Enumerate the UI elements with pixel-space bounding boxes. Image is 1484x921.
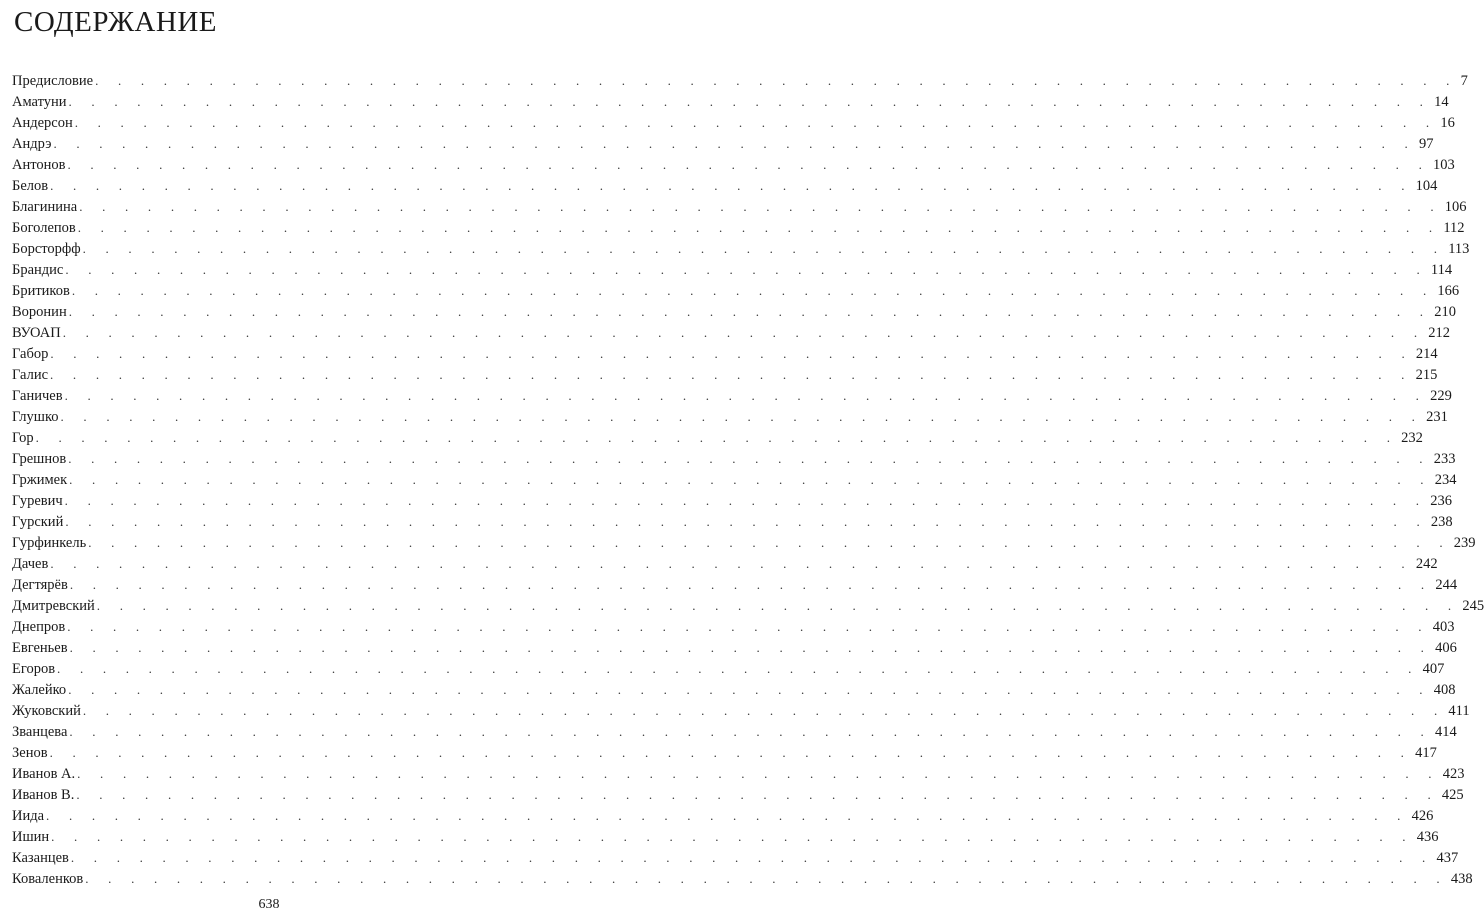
dot-leader: . . . . . . . . . . . . . . . . . . . . . . . . . . . . . . . . . . . . . . . . . . . . . . . . . . . . . . . . . . . . [46, 808, 1409, 823]
dot-leader: . . . . . . . . . . . . . . . . . . . . . . . . . . . . . . . . . . . . . . . . . . . . . . . . . . . . . . . . . . . . [60, 409, 1424, 424]
dot-leader: . . . . . . . . . . . . . . . . . . . . . . . . . . . . . . . . . . . . . . . . . . . . . . . . . . . . . . . . . . . . [50, 556, 1413, 571]
dot-leader: . . . . . . . . . . . . . . . . . . . . . . . . . . . . . . . . . . . . . . . . . . . . . . . . . . . . . . . . . . . . [62, 325, 1426, 340]
dot-leader: . . . . . . . . . . . . . . . . . . . . . . . . . . . . . . . . . . . . . . . . . . . . . . . . . . . . . . . . . . . . [65, 514, 1428, 529]
toc-entry [12, 658, 1445, 679]
toc-entry-page: 232 [1401, 430, 1423, 446]
toc-entry [12, 406, 1448, 427]
toc-entry [12, 343, 1438, 364]
toc-entry-name: Жуковский [12, 703, 81, 719]
dot-leader: . . . . . . . . . . . . . . . . . . . . . . . . . . . . . . . . . . . . . . . . . . . . . . . . . . . . . . . . . . . . [67, 619, 1430, 634]
dot-leader: . . . . . . . . . . . . . . . . . . . . . . . . . . . . . . . . . . . . . . . . . . . . . . . . . . . . . . . . . . . . [88, 535, 1451, 550]
toc-entry-page: 403 [1432, 619, 1455, 635]
dot-leader: . . . . . . . . . . . . . . . . . . . . . . . . . . . . . . . . . . . . . . . . . . . . . . . . . . . . . . . . . . . . [76, 787, 1439, 802]
toc-entry-name: Дачев [12, 556, 49, 572]
toc-entry-name: Гуревич [12, 493, 63, 509]
toc-entry [12, 427, 1423, 448]
dot-leader: . . . . . . . . . . . . . . . . . . . . . . . . . . . . . . . . . . . . . . . . . . . . . . . . . . . . . . . . . . . . [64, 493, 1428, 508]
toc-entry-page: 426 [1411, 808, 1434, 824]
dot-leader: . . . . . . . . . . . . . . . . . . . . . . . . . . . . . . . . . . . . . . . . . . . . . . . . . . . . . . . . . . . . [74, 115, 1438, 130]
toc-entry-page: 436 [1416, 829, 1439, 845]
toc-entry [12, 721, 1457, 742]
toc-entry [12, 868, 1473, 889]
dot-leader: . . . . . . . . . . . . . . . . . . . . . . . . . . . . . . . . . . . . . . . . . . . . . . . . . . . . . . . . . . . . [82, 703, 1446, 718]
toc-entry-name: Гурфинкель [12, 535, 87, 551]
toc-entry-page: 233 [1433, 451, 1456, 467]
toc-entry-page: 437 [1436, 850, 1459, 866]
toc-entry [12, 175, 1438, 196]
toc-entry-page: 229 [1430, 388, 1452, 404]
dot-leader: . . . . . . . . . . . . . . . . . . . . . . . . . . . . . . . . . . . . . . . . . . . . . . . . . . . . . . . . . . . . [67, 157, 1431, 172]
toc-entry-page: 406 [1435, 640, 1457, 656]
toc-entry-name: Иванов А. [12, 766, 76, 782]
toc-entry [12, 238, 1470, 259]
dot-leader: . . . . . . . . . . . . . . . . . . . . . . . . . . . . . . . . . . . . . . . . . . . . . . . . . . . . . . . . . . . . [68, 304, 1432, 319]
toc-entry [12, 385, 1452, 406]
toc-entry-name: Бритиков [12, 283, 70, 299]
toc-entry-name: Ишин [12, 829, 50, 845]
toc-entry [12, 763, 1465, 784]
toc-entry-name: Коваленков [12, 871, 84, 887]
toc-entry [12, 154, 1455, 175]
dot-leader: . . . . . . . . . . . . . . . . . . . . . . . . . . . . . . . . . . . . . . . . . . . . . . . . . . . . . . . . . . . . [71, 283, 1435, 298]
dot-leader: . . . . . . . . . . . . . . . . . . . . . . . . . . . . . . . . . . . . . . . . . . . . . . . . . . . . . . . . . . . . [69, 640, 1433, 655]
page-title: СОДЕРЖАНИЕ [14, 6, 217, 38]
toc-entry [12, 133, 1434, 154]
toc-entry [12, 217, 1465, 238]
toc-entry-page: 425 [1441, 787, 1464, 803]
toc-entry-name: Габор [12, 346, 49, 362]
toc-entry-name: Иида [12, 808, 45, 824]
toc-entry [12, 70, 1468, 91]
dot-leader: . . . . . . . . . . . . . . . . . . . . . . . . . . . . . . . . . . . . . . . . . . . . . . . . . . . . . . . . . . . . [77, 220, 1441, 235]
toc-entry-name: ВУОАП [12, 325, 61, 341]
dot-leader: . . . . . . . . . . . . . . . . . . . . . . . . . . . . . . . . . . . . . . . . . . . . . . . . . . . . . . . . . . . . [57, 661, 1420, 676]
toc-entry-page: 245 [1462, 598, 1484, 614]
toc-entry-name: Белов [12, 178, 49, 194]
toc-entry-page: 236 [1430, 493, 1452, 509]
toc-entry-name: Грешнов [12, 451, 67, 467]
toc-entry [12, 301, 1457, 322]
toc-entry [12, 553, 1438, 574]
toc-entry-page: 234 [1434, 472, 1457, 488]
toc-entry [12, 490, 1452, 511]
toc-entry [12, 574, 1458, 595]
toc-entry-name: Аматуни [12, 94, 67, 110]
toc-entry-page: 166 [1437, 283, 1460, 299]
toc-entry [12, 448, 1456, 469]
toc-entry-name: Андрэ [12, 136, 52, 152]
dot-leader: . . . . . . . . . . . . . . . . . . . . . . . . . . . . . . . . . . . . . . . . . . . . . . . . . . . . . . . . . . . . [77, 766, 1440, 781]
page-number: 638 [258, 897, 280, 912]
toc-entry-name: Антонов [12, 157, 66, 173]
dot-leader: . . . . . . . . . . . . . . . . . . . . . . . . . . . . . . . . . . . . . . . . . . . . . . . . . . . . . . . . . . . . [95, 73, 1458, 88]
toc-entry-name: Казанцев [12, 850, 69, 866]
dot-leader: . . . . . . . . . . . . . . . . . . . . . . . . . . . . . . . . . . . . . . . . . . . . . . . . . . . . . . . . . . . . [79, 199, 1442, 214]
toc-entry-page: 103 [1433, 157, 1455, 173]
toc-entry [12, 364, 1438, 385]
toc-entry-name: Дмитревский [12, 598, 95, 614]
toc-entry [12, 679, 1456, 700]
dot-leader: . . . . . . . . . . . . . . . . . . . . . . . . . . . . . . . . . . . . . . . . . . . . . . . . . . . . . . . . . . . . [68, 94, 1432, 109]
toc-entry-name: Зенов [12, 745, 48, 761]
toc-entry-page: 97 [1419, 136, 1434, 152]
toc-entry-name: Евгеньев [12, 640, 68, 656]
dot-leader: . . . . . . . . . . . . . . . . . . . . . . . . . . . . . . . . . . . . . . . . . . . . . . . . . . . . . . . . . . . . [64, 388, 1428, 403]
toc-entry [12, 805, 1434, 826]
toc-entry-name: Иванов В. [12, 787, 75, 803]
toc-entry-name: Галис [12, 367, 49, 383]
dot-leader: . . . . . . . . . . . . . . . . . . . . . . . . . . . . . . . . . . . . . . . . . . . . . . . . . . . . . . . . . . . . [49, 745, 1413, 760]
dot-leader: . . . . . . . . . . . . . . . . . . . . . . . . . . . . . . . . . . . . . . . . . . . . . . . . . . . . . . . . . . . . [35, 430, 1399, 445]
dot-leader: . . . . . . . . . . . . . . . . . . . . . . . . . . . . . . . . . . . . . . . . . . . . . . . . . . . . . . . . . . . . [50, 346, 1413, 361]
toc-entry-name: Предисловие [12, 73, 94, 89]
dot-leader: . . . . . . . . . . . . . . . . . . . . . . . . . . . . . . . . . . . . . . . . . . . . . . . . . . . . . . . . . . . . [65, 262, 1428, 277]
table-of-contents [12, 70, 1484, 889]
dot-leader: . . . . . . . . . . . . . . . . . . . . . . . . . . . . . . . . . . . . . . . . . . . . . . . . . . . . . . . . . . . . [50, 367, 1413, 382]
toc-entry [12, 826, 1439, 847]
toc-entry-page: 7 [1460, 73, 1468, 89]
dot-leader: . . . . . . . . . . . . . . . . . . . . . . . . . . . . . . . . . . . . . . . . . . . . . . . . . . . . . . . . . . . . [51, 829, 1414, 844]
dot-leader: . . . . . . . . . . . . . . . . . . . . . . . . . . . . . . . . . . . . . . . . . . . . . . . . . . . . . . . . . . . . [69, 724, 1432, 739]
toc-entry-name: Гурский [12, 514, 64, 530]
toc-entry-page: 113 [1448, 241, 1470, 257]
toc-entry-name: Брандис [12, 262, 64, 278]
toc-entry [12, 91, 1449, 112]
dot-leader: . . . . . . . . . . . . . . . . . . . . . . . . . . . . . . . . . . . . . . . . . . . . . . . . . . . . . . . . . . . . [70, 850, 1434, 865]
toc-entry-page: 411 [1448, 703, 1470, 719]
toc-entry [12, 700, 1470, 721]
toc-entry [12, 196, 1467, 217]
toc-entry-page: 114 [1430, 262, 1453, 278]
toc-entry-page: 238 [1430, 514, 1453, 530]
toc-entry-page: 438 [1450, 871, 1473, 887]
toc-entry-page: 212 [1428, 325, 1451, 341]
toc-entry [12, 742, 1437, 763]
toc-entry [12, 784, 1464, 805]
toc-entry-page: 423 [1442, 766, 1465, 782]
toc-entry-name: Боголепов [12, 220, 76, 236]
dot-leader: . . . . . . . . . . . . . . . . . . . . . . . . . . . . . . . . . . . . . . . . . . . . . . . . . . . . . . . . . . . . [53, 136, 1417, 151]
toc-entry-page: 214 [1415, 346, 1438, 362]
toc-entry [12, 280, 1460, 301]
toc-entry-name: Званцева [12, 724, 68, 740]
toc-entry [12, 847, 1459, 868]
toc-entry-page: 112 [1443, 220, 1465, 236]
toc-entry-name: Борсторфф [12, 241, 81, 257]
dot-leader: . . . . . . . . . . . . . . . . . . . . . . . . . . . . . . . . . . . . . . . . . . . . . . . . . . . . . . . . . . . . [96, 598, 1460, 613]
toc-entry-page: 414 [1434, 724, 1457, 740]
toc-entry-page: 215 [1415, 367, 1438, 383]
toc-entry-page: 239 [1453, 535, 1476, 551]
dot-leader: . . . . . . . . . . . . . . . . . . . . . . . . . . . . . . . . . . . . . . . . . . . . . . . . . . . . . . . . . . . . [69, 472, 1432, 487]
toc-entry [12, 322, 1451, 343]
toc-entry [12, 259, 1453, 280]
toc-entry [12, 112, 1455, 133]
toc-entry-page: 408 [1433, 682, 1456, 698]
toc-entry-page: 106 [1444, 199, 1467, 215]
dot-leader: . . . . . . . . . . . . . . . . . . . . . . . . . . . . . . . . . . . . . . . . . . . . . . . . . . . . . . . . . . . . [50, 178, 1413, 193]
toc-entry-name: Жалейко [12, 682, 67, 698]
dot-leader: . . . . . . . . . . . . . . . . . . . . . . . . . . . . . . . . . . . . . . . . . . . . . . . . . . . . . . . . . . . . [82, 241, 1446, 256]
toc-entry-name: Андерсон [12, 115, 73, 131]
toc-entry-page: 210 [1434, 304, 1457, 320]
toc-entry-page: 244 [1435, 577, 1458, 593]
toc-entry-name: Благинина [12, 199, 78, 215]
toc-entry-page: 417 [1415, 745, 1437, 761]
toc-entry [12, 469, 1457, 490]
toc-entry-page: 14 [1434, 94, 1449, 110]
toc-entry-name: Днепров [12, 619, 66, 635]
toc-entry-page: 242 [1415, 556, 1438, 572]
toc-entry-name: Егоров [12, 661, 56, 677]
toc-entry-page: 407 [1422, 661, 1445, 677]
toc-entry-page: 104 [1415, 178, 1438, 194]
dot-leader: . . . . . . . . . . . . . . . . . . . . . . . . . . . . . . . . . . . . . . . . . . . . . . . . . . . . . . . . . . . . [85, 871, 1448, 886]
toc-entry-page: 16 [1440, 115, 1455, 131]
dot-leader: . . . . . . . . . . . . . . . . . . . . . . . . . . . . . . . . . . . . . . . . . . . . . . . . . . . . . . . . . . . . [69, 577, 1433, 592]
dot-leader: . . . . . . . . . . . . . . . . . . . . . . . . . . . . . . . . . . . . . . . . . . . . . . . . . . . . . . . . . . . . [68, 451, 1431, 466]
toc-entry-name: Воронин [12, 304, 67, 320]
toc-entry [12, 595, 1484, 616]
toc-entry-name: Дегтярёв [12, 577, 68, 593]
toc-entry [12, 511, 1453, 532]
toc-entry-name: Гор [12, 430, 34, 446]
toc-entry [12, 637, 1457, 658]
toc-entry [12, 532, 1476, 553]
dot-leader: . . . . . . . . . . . . . . . . . . . . . . . . . . . . . . . . . . . . . . . . . . . . . . . . . . . . . . . . . . . . [68, 682, 1431, 697]
toc-entry-name: Глушко [12, 409, 59, 425]
toc-entry-page: 231 [1426, 409, 1448, 425]
toc-entry-name: Гржимек [12, 472, 68, 488]
toc-entry [12, 616, 1455, 637]
toc-entry-name: Ганичев [12, 388, 63, 404]
